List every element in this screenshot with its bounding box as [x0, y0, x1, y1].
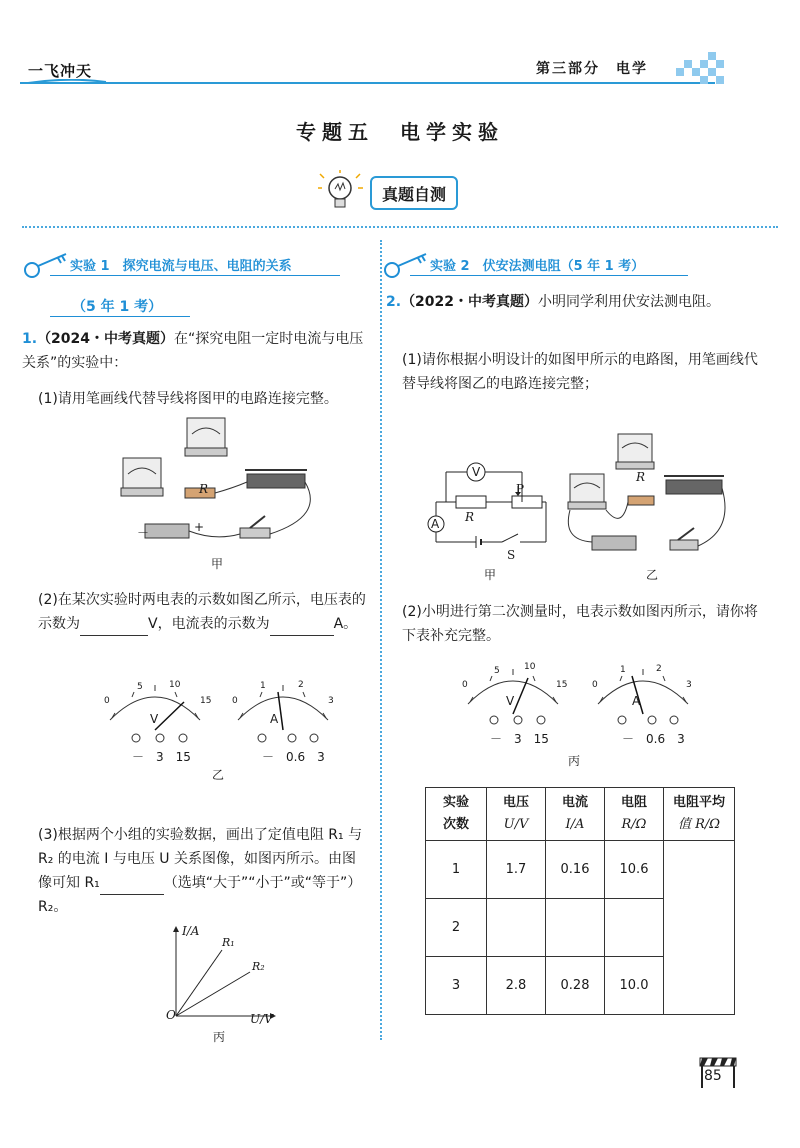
- q1-fig-yi: 乙: [212, 768, 225, 782]
- schematic-a-symbol: A: [431, 517, 440, 531]
- q1-part2-text-b: V，电流表的示数为: [148, 616, 270, 632]
- q1-part2-text-c: A。: [333, 616, 358, 632]
- q2-part1: (1)请你根据小明设计的如图甲所示的电路图，用笔画线代替导线将图乙的电路连接完整；: [402, 352, 758, 392]
- q2-amp-scale-2: 2: [656, 664, 662, 674]
- experiment1-count: （5 年 1 考）: [72, 299, 163, 315]
- q2-fig-jia: 甲: [484, 568, 497, 582]
- amp-scale-3: 3: [328, 696, 334, 706]
- q1-intro-text: 在“探究电阻一定时电流与电压关系”的实验中：: [22, 331, 364, 371]
- q2-apparatus-diagram: [562, 430, 732, 560]
- q2-source: （2022・中考真题）: [401, 294, 539, 310]
- experiment1-count-underline: [50, 316, 190, 317]
- volt-scale-15: 15: [200, 696, 212, 706]
- q2-fig-bing: 丙: [568, 754, 581, 768]
- q1-part3-text-a: (3)根据两个小组的实验数据，画出了定值电阻 R₁ 与 R₂ 的电流 I 与电压 U 关系图像，如图丙所示。由图像可知 R₁: [38, 827, 363, 891]
- q1-voltmeter-dial: [100, 680, 210, 740]
- table-cell: 10.0: [605, 957, 664, 1015]
- q2-number: 2.: [386, 294, 402, 310]
- q1-battery-plus: +: [194, 520, 205, 534]
- graph-r1-label: R₁: [222, 936, 235, 949]
- q1-part3: [38, 823, 368, 919]
- q2-intro: [386, 290, 766, 314]
- current-blank-cell[interactable]: [546, 899, 605, 957]
- q1-fig-bing: 丙: [213, 1030, 226, 1044]
- q1-number: 1.: [22, 331, 38, 347]
- q1-battery-minus: －: [137, 526, 150, 540]
- q1-part1: (1)请用笔画线代替导线将图甲的电路连接完整。: [38, 391, 338, 407]
- q1-fig-jia: 甲: [211, 557, 224, 571]
- graph-origin: O: [166, 1008, 176, 1022]
- volt-scale-10: 10: [169, 680, 181, 690]
- experiment1-heading: 实验 1 探究电流与电压、电阻的关系: [70, 259, 292, 274]
- experiment2-underline: [410, 275, 688, 276]
- table-row: [426, 841, 735, 899]
- experiment1-underline: [50, 275, 340, 276]
- q2-volt-terminal-icons: [486, 714, 556, 728]
- table-cell: 0.28: [546, 957, 605, 1015]
- q2-amp-terminals: － 0.6 3: [622, 732, 685, 746]
- q2-volt-scale-5: 5: [494, 666, 500, 676]
- q2-volt-terminals: － 3 15: [490, 732, 549, 746]
- schematic-v-symbol: V: [472, 465, 481, 479]
- r1-line: [176, 950, 222, 1016]
- q2-part2: (2)小明进行第二次测量时，电表示数如图丙所示，请你将下表补充完整。: [402, 604, 758, 644]
- section-banner: 真题自测: [370, 176, 458, 210]
- amp-scale-0: 0: [232, 696, 238, 706]
- q1-resistor-label: R: [199, 482, 209, 496]
- voltage-blank-cell[interactable]: [487, 899, 546, 957]
- q2-amp-terminal-icons: [614, 714, 684, 728]
- amp-scale-1: 1: [260, 681, 266, 691]
- q1-intro: [22, 327, 367, 375]
- table-header-cell: 电流 I/A: [546, 788, 605, 841]
- table-cell: 10.6: [605, 841, 664, 899]
- table-header-row: [426, 788, 735, 841]
- schematic-p-label: P: [516, 482, 525, 496]
- section-label: 第三部分 电学: [536, 61, 648, 77]
- amp-scale-2: 2: [298, 680, 304, 690]
- q2-amp-scale-1: 1: [620, 665, 626, 675]
- q2-amp-symbol: A: [632, 694, 641, 708]
- q2-volt-scale-10: 10: [524, 662, 536, 672]
- amp-terminals: － 0.6 3: [262, 750, 325, 764]
- table-header-cell: 电阻平均 值 R/Ω: [664, 788, 735, 841]
- q2-circuit-schematic: [422, 458, 552, 558]
- q1-part3-text-b: （选填“大于”“小于”或“等于”）R₂。: [38, 875, 362, 915]
- table-cell: 1.7: [487, 841, 546, 899]
- q2-resistor-label: R: [636, 470, 646, 484]
- table-header-cell: 实验 次数: [426, 788, 487, 841]
- header-rule: [20, 82, 715, 84]
- r1-r2-compare-blank[interactable]: [100, 894, 164, 895]
- volt-scale-0: 0: [104, 696, 110, 706]
- table-cell: 0.16: [546, 841, 605, 899]
- q2-volt-scale-15: 15: [556, 680, 568, 690]
- amp-terminal-icons: [254, 732, 324, 746]
- table-cell: 3: [426, 957, 487, 1015]
- q2-volt-scale-0: 0: [462, 680, 468, 690]
- average-resistance-blank[interactable]: [664, 841, 735, 1015]
- page-title: 专题五 电学实验: [296, 120, 504, 144]
- ammeter-reading-blank[interactable]: [270, 635, 334, 636]
- volt-symbol: V: [150, 712, 159, 726]
- schematic-r-label: R: [465, 510, 475, 524]
- experiment2-heading: 实验 2 伏安法测电阻（5 年 1 考）: [430, 259, 645, 274]
- table-cell: 2.8: [487, 957, 546, 1015]
- dotted-divider: [22, 226, 778, 228]
- q2-amp-scale-0: 0: [592, 680, 598, 690]
- graph-r2-label: R₂: [252, 960, 265, 973]
- column-divider: [380, 240, 382, 1040]
- q1-source: （2024・中考真题）: [37, 331, 175, 347]
- q2-fig-yi: 乙: [646, 568, 659, 582]
- q2-volt-symbol: V: [506, 694, 515, 708]
- table-header-cell: 电阻 R/Ω: [605, 788, 664, 841]
- schematic-s-label: S: [507, 548, 516, 562]
- volt-scale-5: 5: [137, 682, 143, 692]
- table-cell: 1: [426, 841, 487, 899]
- page-number: 85: [704, 1068, 722, 1084]
- table-header-cell: 电压 U/V: [487, 788, 546, 841]
- brand-logo: 一飞冲天: [28, 62, 93, 80]
- q2-intro-text: 小明同学利用伏安法测电阻。: [538, 294, 721, 310]
- r2-line: [176, 972, 250, 1016]
- table-cell: 2: [426, 899, 487, 957]
- graph-y-label: I/A: [182, 924, 200, 938]
- q1-part2-text-a: (2)在某次实验时两电表的示数如图乙所示，电压表的示数为: [38, 592, 366, 632]
- resistance-blank-cell[interactable]: [605, 899, 664, 957]
- volt-terminals: － 3 15: [132, 750, 191, 764]
- measurement-table: [425, 787, 735, 1015]
- q1-part2: [38, 588, 368, 636]
- q2-amp-scale-3: 3: [686, 680, 692, 690]
- volt-terminal-icons: [128, 732, 198, 746]
- graph-x-label: U/V: [250, 1012, 273, 1026]
- amp-symbol: A: [270, 712, 279, 726]
- q1-ammeter-dial: [228, 680, 338, 740]
- checker-decoration-icon: [676, 52, 726, 84]
- voltmeter-reading-blank[interactable]: [80, 635, 148, 636]
- lightbulb-icon: [318, 170, 368, 214]
